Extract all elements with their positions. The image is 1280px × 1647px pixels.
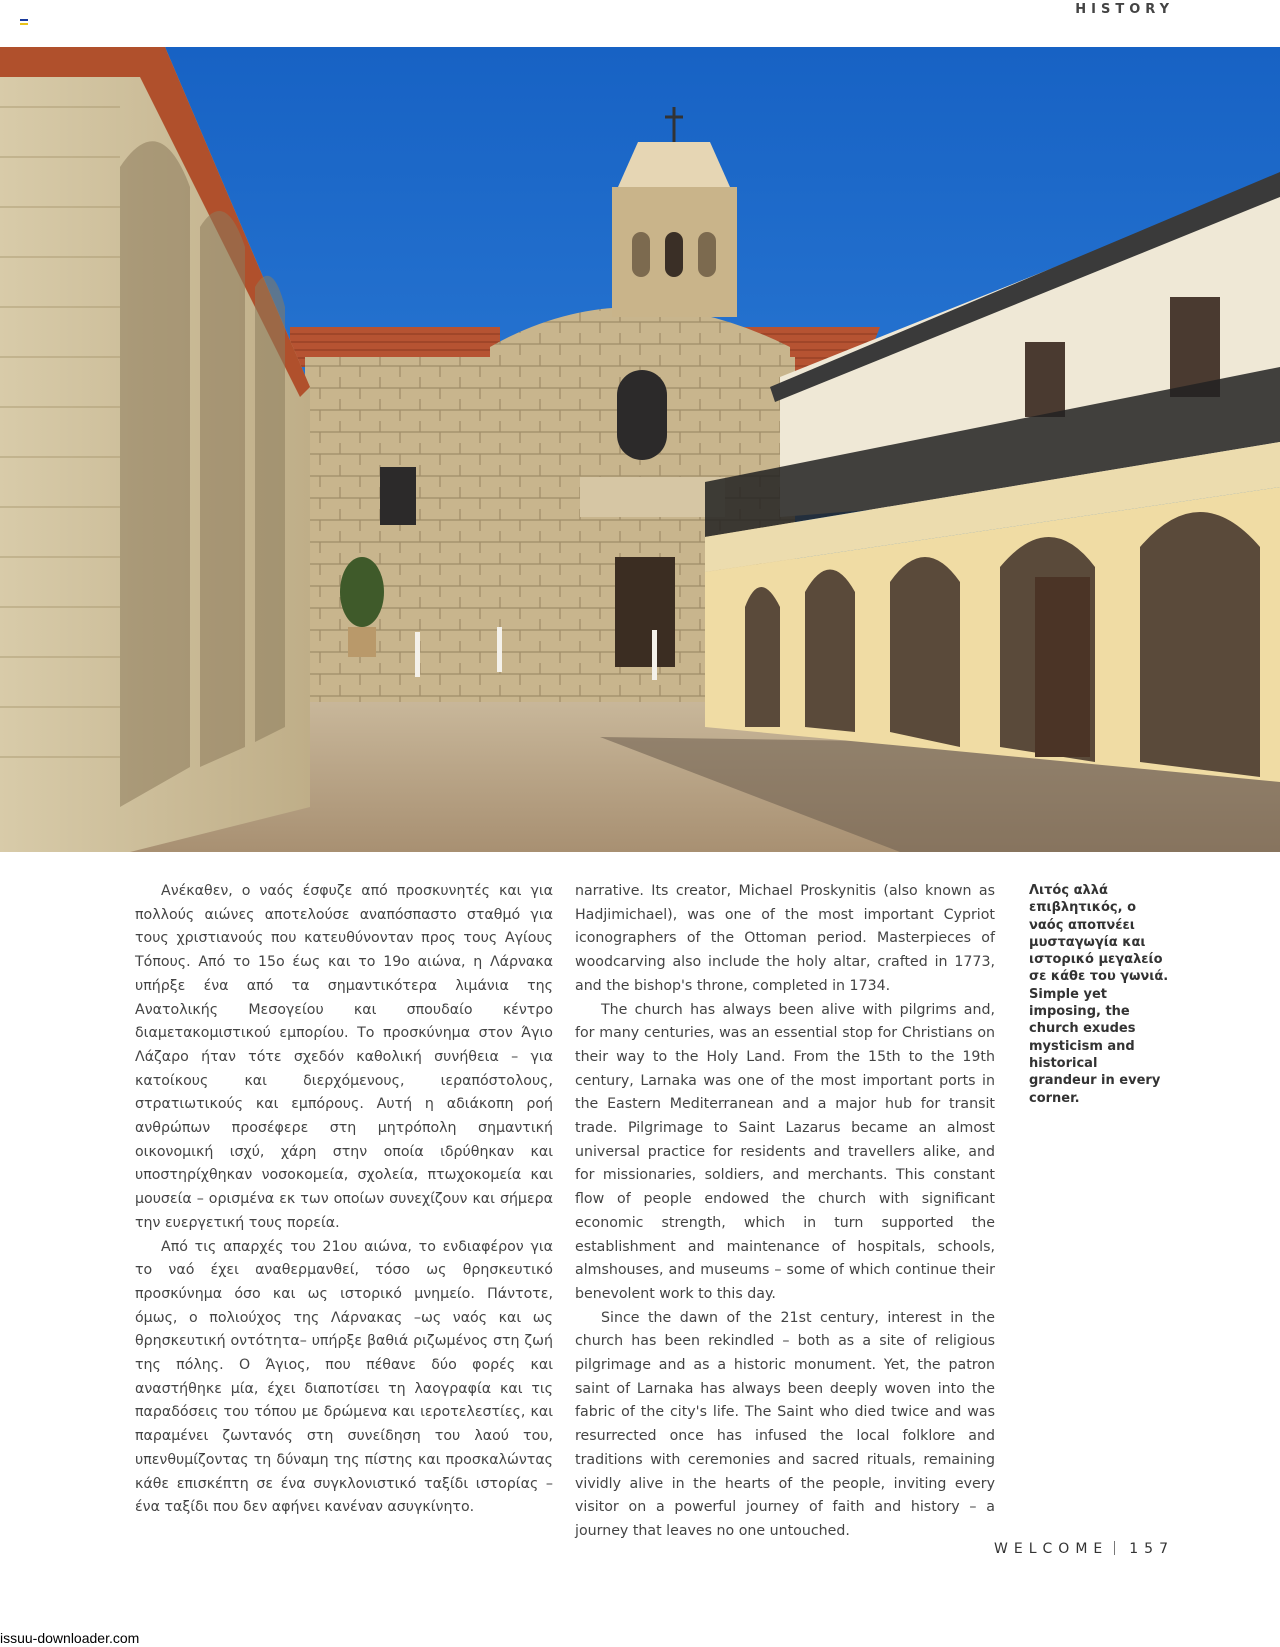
church-courtyard-photo: [0, 47, 1280, 852]
greek-article-column: [135, 880, 553, 1520]
greek-paragraph: Από τις απαρχές του 21ου αιώνα, το ενδιαφέρον για το ναό έχει αναθερμανθεί, τόσο ως θρησκευτικό προσκύνημα όσο και ως ιστορικό μνημείο. Πάντοτε, όμως, ο πολιούχος της Λάρνακας –ως ναός και ως θρησκευτική οντότητα– υπήρξε βαθιά ριζωμένος στη ζωή της πόλης. Ο Άγιος, που πέθανε δύο φορές και αναστήθηκε μία, έχει διαποτίσει τη λαογραφία και τις παραδόσεις του τόπου με δρώμενα και ιεροτελεστίες, και παραμένει ζωντανός στη συνείδηση του λαού του, υπενθυμίζοντας τη δύναμη της πίστης και προσκαλώντας κάθε επισκέπτη σε ένα συγκλονιστικό ταξίδι ιστορίας – ένα ταξίδι που δεν αφήνει κανέναν ασυγκίνητο.: [135, 1238, 553, 1516]
english-article-column: [575, 880, 995, 1544]
caption-english: Simple yet imposing, the church exudes mysticism and historical grandeur in every corner.: [1029, 986, 1161, 1106]
english-paragraph: The church has always been alive with pilgrims and, for many centuries, was an essential stop for Christians on their way to the Holy Land. From the 15th to the 19th century, Larnaka was one of the most important ports in the Eastern Mediterranean and a major hub for transit trade. Pilgrimage to Saint Lazarus became an almost universal practice for residents and travellers alike, and for missionaries, soldiers, and merchants. This constant flow of people endowed the church with significant economic strength, which in turn supported the establishment and maintenance of hospitals, schools, almshouses, and museums – some of which continue their benevolent work to this day.: [575, 1001, 995, 1302]
footer-divider: [1114, 1541, 1115, 1555]
english-paragraph: Since the dawn of the 21st century, interest in the church has been rekindled – both as a site of religious pilgrimage and as a historic monument. Yet, the patron saint of Larnaka has always been deeply woven into the fabric of the city's life. The Saint who died twice and was resurrected once has infused the local folklore and traditions with ceremonies and sacred rituals, remaining vividly alive in the hearts of the people, inviting every visitor on a powerful journey of faith and history – a journey that leaves no one untouched.: [575, 1309, 995, 1539]
flag-icon: [20, 19, 28, 25]
photo-caption: [1029, 882, 1169, 1107]
caption-greek: Λιτός αλλά επιβλητικός, ο ναός αποπνέει μυσταγωγία και ιστορικό μεγαλείο σε κάθε του γωνιά.: [1029, 883, 1169, 985]
magazine-name: WELCOME: [994, 1541, 1109, 1557]
page-footer: [994, 1541, 1174, 1557]
section-label: HISTORY: [1075, 2, 1174, 17]
watermark-link[interactable]: issuu-downloader.com: [0, 1630, 140, 1646]
english-paragraph: narrative. Its creator, Michael Proskynitis (also known as Hadjimichael), was one of the most important Cypriot iconographers of the Ottoman period. Masterpieces of woodcarving also include the holy altar, crafted in 1773, and the bishop's throne, completed in 1734.: [575, 883, 995, 994]
page-number: 157: [1129, 1541, 1174, 1557]
greek-paragraph: Ανέκαθεν, ο ναός έσφυζε από προσκυνητές και για πολλούς αιώνες αποτελούσε αναπόσπαστο σταθμό για τους χριστιανούς που κατευθύνονταν προς τους Αγίους Τόπους. Από το 15ο έως και το 19ο αιώνα, η Λάρνακα υπήρξε ένα από τα σημαντικότερα λιμάνια της Ανατολικής Μεσογείου και σπουδαίο κέντρο διαμετακομιστικού εμπορίου. Το προσκύνημα στον Άγιο Λάζαρο ήταν τότε σχεδόν καθολική συνήθεια – για κατοίκους και διερχόμενους, ιεραπόστολους, στρατιωτικούς και εμπόρους. Αυτή η αδιάκοπη ροή ανθρώπων προσέφερε στη μητρόπολη σημαντική οικονομική ισχύ, χάρη στην οποία ιδρύθηκαν και υποστηρίχθηκαν νοσοκομεία, σχολεία, πτωχοκομεία και μουσεία – ορισμένα εκ των οποίων συνεχίζουν και σήμερα την ευεργετική τους πορεία.: [135, 883, 553, 1231]
